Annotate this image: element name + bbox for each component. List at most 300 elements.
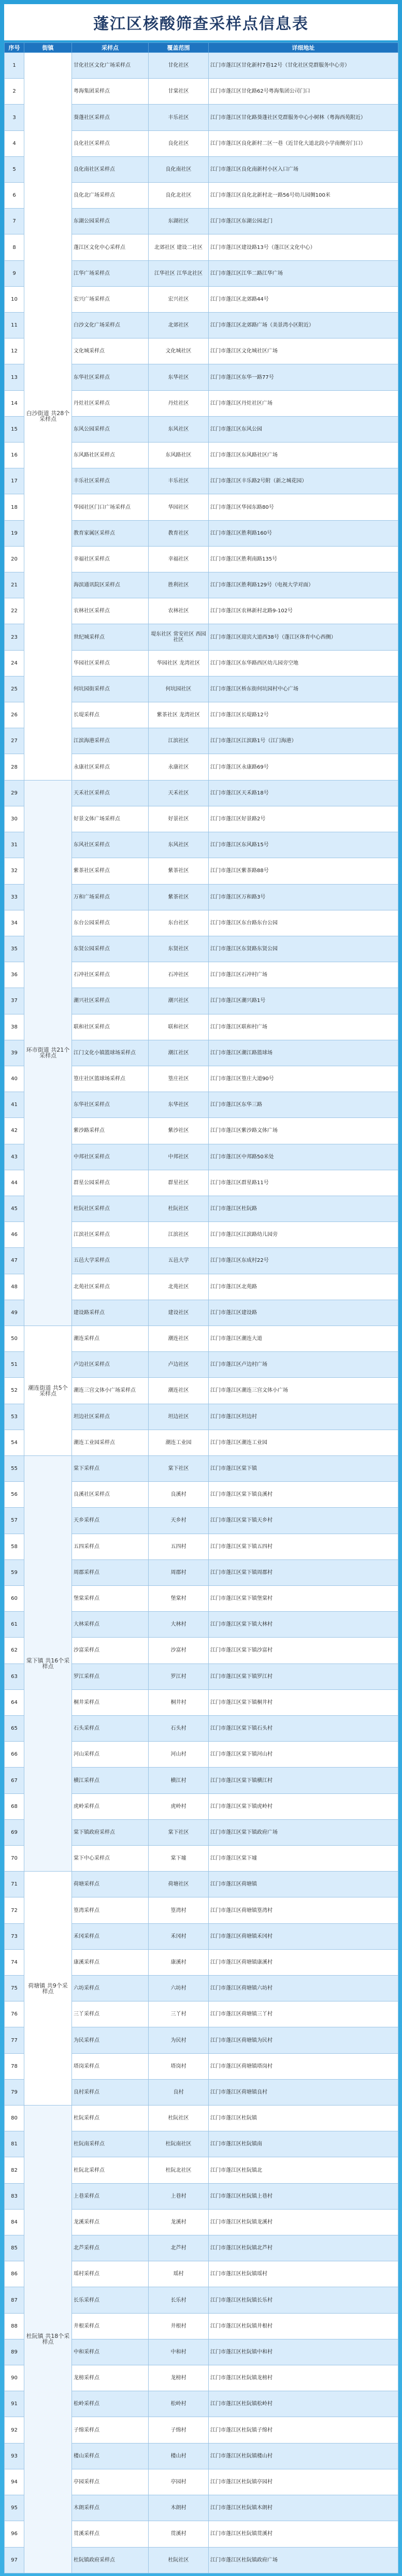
detailed-address: 江门市蓬江区胜利路129号（电视大学对面） — [209, 572, 398, 598]
site-name: 东台公园采样点 — [72, 910, 149, 936]
coverage-area: 塔岗村 — [149, 2053, 209, 2079]
row-number: 83 — [5, 2183, 24, 2209]
detailed-address: 江门市蓬江区万和路3号 — [209, 884, 398, 910]
detailed-address: 江门市蓬江区江华二路江华广场 — [209, 260, 398, 286]
row-number: 16 — [5, 443, 24, 468]
detailed-address: 江门市蓬江区棠下镇五四村 — [209, 1534, 398, 1559]
table-header-row — [5, 43, 398, 53]
detailed-address: 江门市蓬江区杜阮镇楼山村 — [209, 2443, 398, 2469]
coverage-area: 木朗村 — [149, 2495, 209, 2521]
coverage-area: 潮江社区 — [149, 1040, 209, 1066]
row-number: 51 — [5, 1352, 24, 1378]
site-name: 棠下中心采样点 — [72, 1846, 149, 1872]
detailed-address: 江门市蓬江区潮连三宫文体小广场 — [209, 1378, 398, 1404]
coverage-area: 北郊社区 — [149, 313, 209, 338]
coverage-area: 丹灶社区 — [149, 390, 209, 416]
detailed-address: 江门市蓬江区篁庄大道90号 — [209, 1066, 398, 1092]
detailed-address: 江门市蓬江区杜阮镇北芦村 — [209, 2235, 398, 2261]
detailed-address: 江门市蓬江区石冲村广场 — [209, 962, 398, 988]
coverage-area: 河山村 — [149, 1742, 209, 1768]
site-name: 良化南社区采样点 — [72, 156, 149, 182]
row-number: 82 — [5, 2157, 24, 2183]
detailed-address: 江门市蓬江区杜阮镇政府广场 — [209, 2547, 398, 2573]
site-name: 杜阮南采样点 — [72, 2131, 149, 2157]
coverage-area: 龙榜村 — [149, 2365, 209, 2391]
coverage-area: 东风路社区 — [149, 443, 209, 468]
site-name: 江门文化小镇篮球场采样点 — [72, 1040, 149, 1066]
detailed-address: 江门市蓬江区杜阮镇贯溪村 — [209, 2521, 398, 2547]
row-number: 3 — [5, 105, 24, 130]
detailed-address: 江门市蓬江区杜阮镇松岭村 — [209, 2391, 398, 2417]
site-name: 何坑园街采样点 — [72, 676, 149, 702]
row-number: 28 — [5, 754, 24, 780]
site-name: 建设路采样点 — [72, 1300, 149, 1326]
title-bar — [4, 4, 398, 40]
coverage-area: 北芦村 — [149, 2235, 209, 2261]
row-number: 42 — [5, 1118, 24, 1144]
coverage-area: 北郊社区 建设二社区 — [149, 234, 209, 260]
detailed-address: 江门市蓬江区胜利路160号 — [209, 520, 398, 546]
detailed-address: 江门市蓬江区荷塘镇为民村 — [209, 2027, 398, 2053]
row-number: 60 — [5, 1585, 24, 1611]
detailed-address: 江门市蓬江区杜阮镇子绵村 — [209, 2417, 398, 2443]
coverage-area: 宏兴社区 — [149, 286, 209, 312]
row-number: 49 — [5, 1300, 24, 1326]
detailed-address: 江门市蓬江区潮连大道 — [209, 1326, 398, 1351]
row-number: 1 — [5, 53, 24, 79]
site-name: 江华广场采样点 — [72, 260, 149, 286]
row-number: 53 — [5, 1404, 24, 1430]
detailed-address: 江门市蓬江区甘化新村7巷12号（甘化社区党群服务中心旁） — [209, 53, 398, 79]
detailed-address: 江门市蓬江区棠下镇堡棠村 — [209, 1585, 398, 1611]
coverage-area: 石冲社区 — [149, 962, 209, 988]
row-number: 78 — [5, 2053, 24, 2079]
detailed-address: 江门市蓬江区杜阮镇木朗村 — [209, 2495, 398, 2521]
detailed-address: 江门市蓬江区荷塘镇塔岗村 — [209, 2053, 398, 2079]
detailed-address: 江门市蓬江区杜阮镇北 — [209, 2157, 398, 2183]
row-number: 67 — [5, 1768, 24, 1793]
detailed-address: 江门市蓬江区江滨路幼儿园旁 — [209, 1222, 398, 1248]
row-number: 58 — [5, 1534, 24, 1559]
detailed-address: 江门市蓬江区东华路西区幼儿园旁空地 — [209, 650, 398, 676]
row-number: 32 — [5, 858, 24, 884]
row-number: 66 — [5, 1742, 24, 1768]
detailed-address: 江门市蓬江区华园东路80号 — [209, 494, 398, 520]
row-number: 71 — [5, 1872, 24, 1897]
row-number: 38 — [5, 1014, 24, 1040]
detailed-address: 江门市蓬江区杜阮镇井根村 — [209, 2313, 398, 2339]
detailed-address: 江门市蓬江区东风路社区广场 — [209, 443, 398, 468]
coverage-area: 杜阮社区 — [149, 2547, 209, 2573]
column-header: 序号 — [5, 43, 24, 53]
detailed-address: 江门市蓬江区棠下镇政府广场 — [209, 1819, 398, 1845]
site-name: 卢边社区采样点 — [72, 1352, 149, 1378]
site-name: 白沙文化广场采样点 — [72, 313, 149, 338]
coverage-area: 罗江村 — [149, 1664, 209, 1689]
site-name: 虎岭采样点 — [72, 1793, 149, 1819]
site-name: 幸福社区采样点 — [72, 546, 149, 572]
district-cell: 杜阮镇 共18个采样点 — [24, 2106, 72, 2573]
row-number: 93 — [5, 2443, 24, 2469]
coverage-area: 华园社区 — [149, 494, 209, 520]
row-number: 88 — [5, 2313, 24, 2339]
row-number: 31 — [5, 832, 24, 858]
site-name: 龙溪采样点 — [72, 2209, 149, 2235]
site-name: 石冲社区采样点 — [72, 962, 149, 988]
coverage-area: 潮连工业园 — [149, 1430, 209, 1455]
row-number: 26 — [5, 702, 24, 728]
table-row — [5, 1326, 398, 1351]
detailed-address: 江门市蓬江区棠下镇横江村 — [209, 1768, 398, 1793]
site-name: 天禾社区采样点 — [72, 780, 149, 806]
coverage-area: 子绵村 — [149, 2417, 209, 2443]
row-number: 97 — [5, 2547, 24, 2573]
coverage-area: 杜阮北社区 — [149, 2157, 209, 2183]
site-name: 潮连工业园采样点 — [72, 1430, 149, 1455]
site-name: 群星公园采样点 — [72, 1170, 149, 1196]
detailed-address: 江门市蓬江区棠下镇石头村 — [209, 1716, 398, 1742]
coverage-area: 丰乐社区 — [149, 105, 209, 130]
row-number: 22 — [5, 598, 24, 624]
row-number: 2 — [5, 79, 24, 105]
row-number: 75 — [5, 1976, 24, 2001]
row-number: 81 — [5, 2131, 24, 2157]
site-name: 六坊采样点 — [72, 1976, 149, 2001]
row-number: 84 — [5, 2209, 24, 2235]
site-name: 良村采样点 — [72, 2079, 149, 2105]
detailed-address: 江门市蓬江区北苑路 — [209, 1274, 398, 1300]
site-name: 良化北广场采样点 — [72, 183, 149, 209]
site-name: 农林社区采样点 — [72, 598, 149, 624]
row-number: 27 — [5, 728, 24, 754]
row-number: 86 — [5, 2261, 24, 2287]
row-number: 87 — [5, 2287, 24, 2313]
site-name: 丰乐社区采样点 — [72, 468, 149, 494]
district-cell: 荷塘镇 共9个采样点 — [24, 1872, 72, 2106]
column-header: 覆盖范围 — [149, 43, 209, 53]
site-name: 好景文体广场采样点 — [72, 806, 149, 832]
coverage-area: 长乐村 — [149, 2287, 209, 2313]
site-name: 良溪社区采样点 — [72, 1482, 149, 1508]
detailed-address: 江门市蓬江区杜阮镇龙溪村 — [209, 2209, 398, 2235]
row-number: 90 — [5, 2365, 24, 2391]
site-name: 荷塘采样点 — [72, 1872, 149, 1897]
table-row — [5, 1455, 398, 1481]
row-number: 62 — [5, 1638, 24, 1664]
row-number: 6 — [5, 183, 24, 209]
site-name: 紫茶社区采样点 — [72, 858, 149, 884]
detailed-address: 江门市蓬江区江滨路1号（江门海港） — [209, 728, 398, 754]
site-name: 甘化社区文化广场采样点 — [72, 53, 149, 79]
site-name: 棠下采样点 — [72, 1455, 149, 1481]
detailed-address: 江门市蓬江区荷塘镇篁湾村 — [209, 1897, 398, 1923]
row-number: 48 — [5, 1274, 24, 1300]
coverage-area: 杜阮社区 — [149, 2106, 209, 2131]
site-name: 江滨海港采样点 — [72, 728, 149, 754]
detailed-address: 江门市蓬江区荷塘镇三丫村 — [209, 2001, 398, 2027]
detailed-address: 江门市蓬江区丰乐路2号附（新之城花园） — [209, 468, 398, 494]
row-number: 8 — [5, 234, 24, 260]
row-number: 61 — [5, 1612, 24, 1638]
row-number: 47 — [5, 1248, 24, 1274]
coverage-area: 东华社区 — [149, 364, 209, 390]
site-name: 亭园采样点 — [72, 2469, 149, 2495]
site-name: 松岭采样点 — [72, 2391, 149, 2417]
coverage-area: 东华社区 — [149, 1092, 209, 1118]
table-row — [5, 53, 398, 79]
site-name: 华园社区采样点 — [72, 650, 149, 676]
site-name: 大林采样点 — [72, 1612, 149, 1638]
row-number: 56 — [5, 1482, 24, 1508]
site-name: 紫沙路采样点 — [72, 1118, 149, 1144]
row-number: 64 — [5, 1689, 24, 1715]
row-number: 76 — [5, 2001, 24, 2027]
row-number: 35 — [5, 936, 24, 962]
coverage-area: 篁湾村 — [149, 1897, 209, 1923]
detailed-address: 江门市蓬江区杜阮镇中和村 — [209, 2339, 398, 2365]
coverage-area: 丰乐社区 — [149, 468, 209, 494]
coverage-area: 东湖社区 — [149, 209, 209, 234]
detailed-address: 江门市蓬江区潮江路篮球场 — [209, 1040, 398, 1066]
coverage-area: 潮连社区 — [149, 1326, 209, 1351]
coverage-area: 教育社区 — [149, 520, 209, 546]
coverage-area: 联和社区 — [149, 1014, 209, 1040]
site-name: 永康社区采样点 — [72, 754, 149, 780]
detailed-address: 江门市蓬江区东华一路77号 — [209, 364, 398, 390]
row-number: 33 — [5, 884, 24, 910]
detailed-address: 江门市蓬江区东湖公园北门 — [209, 209, 398, 234]
coverage-area: 亭园村 — [149, 2469, 209, 2495]
coverage-area: 甘棠社区 — [149, 79, 209, 105]
detailed-address: 江门市蓬江区东贤路东贤公园 — [209, 936, 398, 962]
detailed-address: 江门市蓬江区北郊路广场（美景湾小区附近） — [209, 313, 398, 338]
row-number: 5 — [5, 156, 24, 182]
site-name: 井根采样点 — [72, 2313, 149, 2339]
detailed-address: 江门市蓬江区荷塘镇六坊村 — [209, 1976, 398, 2001]
coverage-area: 东风社区 — [149, 832, 209, 858]
site-name: 潮连三宫文体小广场采样点 — [72, 1378, 149, 1404]
row-number: 36 — [5, 962, 24, 988]
detailed-address: 江门市蓬江区天禾路18号 — [209, 780, 398, 806]
table-container — [4, 42, 398, 2572]
coverage-area: 杜阮社区 — [149, 1196, 209, 1221]
detailed-address: 江门市蓬江区卢边村广场 — [209, 1352, 398, 1378]
row-number: 44 — [5, 1170, 24, 1196]
site-name: 文化城采样点 — [72, 338, 149, 364]
district-cell: 白沙街道 共28个采样点 — [24, 53, 72, 781]
detailed-address: 江门市蓬江区杜阮镇 — [209, 2106, 398, 2131]
row-number: 89 — [5, 2339, 24, 2365]
row-number: 13 — [5, 364, 24, 390]
coverage-area: 松岭村 — [149, 2391, 209, 2417]
coverage-area: 紫茶社区 — [149, 858, 209, 884]
site-name: 桐井采样点 — [72, 1689, 149, 1715]
coverage-area: 潮连社区 — [149, 1378, 209, 1404]
row-number: 11 — [5, 313, 24, 338]
site-name: 沙富采样点 — [72, 1638, 149, 1664]
coverage-area: 华园社区 龙湾社区 — [149, 650, 209, 676]
site-name: 万和广场采样点 — [72, 884, 149, 910]
detailed-address: 江门市蓬江区棠下墟 — [209, 1846, 398, 1872]
site-name: 江滨社区采样点 — [72, 1222, 149, 1248]
site-name: 周郡采样点 — [72, 1559, 149, 1585]
site-name: 东风路社区采样点 — [72, 443, 149, 468]
site-name: 五邑大学采样点 — [72, 1248, 149, 1274]
detailed-address: 江门市蓬江区荷塘镇禾冈村 — [209, 1923, 398, 1949]
row-number: 70 — [5, 1846, 24, 1872]
coverage-area: 五四村 — [149, 1534, 209, 1559]
detailed-address: 江门市蓬江区长堤路12号 — [209, 702, 398, 728]
row-number: 63 — [5, 1664, 24, 1689]
detailed-address: 江门市蓬江区东风路15号 — [209, 832, 398, 858]
coverage-area: 良化南社区 — [149, 156, 209, 182]
coverage-area: 上巷村 — [149, 2183, 209, 2209]
detailed-address: 江门市蓬江区东成村22号 — [209, 1248, 398, 1274]
row-number: 85 — [5, 2235, 24, 2261]
detailed-address: 江门市蓬江区杜阮镇亭园村 — [209, 2469, 398, 2495]
detailed-address: 江门市蓬江区棠下镇沙富村 — [209, 1638, 398, 1664]
coverage-area: 桐井村 — [149, 1689, 209, 1715]
row-number: 7 — [5, 209, 24, 234]
coverage-area: 良化社区 — [149, 130, 209, 156]
site-name: 中和采样点 — [72, 2339, 149, 2365]
detailed-address: 江门市蓬江区良化新村二区一巷（近甘化大道北段小学南侧旁门口） — [209, 130, 398, 156]
site-name: 为民采样点 — [72, 2027, 149, 2053]
site-name: 木朗采样点 — [72, 2495, 149, 2521]
row-number: 46 — [5, 1222, 24, 1248]
detailed-address: 江门市蓬江区潮兴路1号 — [209, 988, 398, 1014]
coverage-area: 紫茶社区 — [149, 884, 209, 910]
row-number: 9 — [5, 260, 24, 286]
coverage-area: 北苑社区 — [149, 1274, 209, 1300]
row-number: 79 — [5, 2079, 24, 2105]
district-cell: 潮连街道 共5个采样点 — [24, 1326, 72, 1455]
site-name: 华园社区门口广场采样点 — [72, 494, 149, 520]
row-number: 17 — [5, 468, 24, 494]
row-number: 10 — [5, 286, 24, 312]
row-number: 18 — [5, 494, 24, 520]
row-number: 41 — [5, 1092, 24, 1118]
coverage-area: 棠下墟 — [149, 1846, 209, 1872]
row-number: 37 — [5, 988, 24, 1014]
coverage-area: 堡棠村 — [149, 1585, 209, 1611]
coverage-area: 坦边社区 — [149, 1404, 209, 1430]
coverage-area: 良村 — [149, 2079, 209, 2105]
row-number: 4 — [5, 130, 24, 156]
site-name: 长乐采样点 — [72, 2287, 149, 2313]
site-name: 东湖公园采样点 — [72, 209, 149, 234]
site-name: 教育家属区采样点 — [72, 520, 149, 546]
detailed-address: 江门市蓬江区丹灶社区广场 — [209, 390, 398, 416]
row-number: 43 — [5, 1144, 24, 1170]
row-number: 91 — [5, 2391, 24, 2417]
coverage-area: 紫沙社区 — [149, 1118, 209, 1144]
site-name: 横江采样点 — [72, 1768, 149, 1793]
row-number: 34 — [5, 910, 24, 936]
site-name: 海滨通讯院区采样点 — [72, 572, 149, 598]
row-number: 40 — [5, 1066, 24, 1092]
detailed-address: 江门市蓬江区良化北新村北一路56号幼儿园侧100米 — [209, 183, 398, 209]
site-name: 世纪城采样点 — [72, 624, 149, 650]
site-name: 杜阮镇政府采样点 — [72, 2547, 149, 2573]
coverage-area: 潮兴社区 — [149, 988, 209, 1014]
site-name: 堡棠采样点 — [72, 1585, 149, 1611]
detailed-address: 江门市蓬江区潮连工业园 — [209, 1430, 398, 1455]
coverage-area: 良化北社区 — [149, 183, 209, 209]
site-name: 良化社区采样点 — [72, 130, 149, 156]
site-name: 康溪采样点 — [72, 1949, 149, 1975]
district-cell: 环市街道 共21个采样点 — [24, 780, 72, 1326]
site-name: 瑶村采样点 — [72, 2261, 149, 2287]
site-name: 子绵采样点 — [72, 2417, 149, 2443]
site-name: 禾冈采样点 — [72, 1923, 149, 1949]
detailed-address: 江门市蓬江区杜阮镇上巷村 — [209, 2183, 398, 2209]
coverage-area: 良溪村 — [149, 1482, 209, 1508]
site-name: 东华社区采样点 — [72, 364, 149, 390]
site-name: 天乡采样点 — [72, 1508, 149, 1534]
row-number: 25 — [5, 676, 24, 702]
coverage-area: 贯溪村 — [149, 2521, 209, 2547]
site-name: 北芦采样点 — [72, 2235, 149, 2261]
coverage-area: 好景社区 — [149, 806, 209, 832]
detailed-address: 江门市蓬江区群星路11号 — [209, 1170, 398, 1196]
row-number: 15 — [5, 416, 24, 442]
row-number: 59 — [5, 1559, 24, 1585]
detailed-address: 江门市蓬江区联和村广场 — [209, 1014, 398, 1040]
coverage-area: 瑶村 — [149, 2261, 209, 2287]
site-name: 楼山采样点 — [72, 2443, 149, 2469]
coverage-area: 胜利社区 — [149, 572, 209, 598]
row-number: 29 — [5, 780, 24, 806]
detailed-address: 江门市蓬江区棠下镇虎岭村 — [209, 1793, 398, 1819]
row-number: 50 — [5, 1326, 24, 1351]
coverage-area: 沙富村 — [149, 1638, 209, 1664]
row-number: 95 — [5, 2495, 24, 2521]
detailed-address: 江门市蓬江区桥东街何坑园村中心广场 — [209, 676, 398, 702]
row-number: 72 — [5, 1897, 24, 1923]
site-name: 东贤公园采样点 — [72, 936, 149, 962]
row-number: 24 — [5, 650, 24, 676]
coverage-area: 甘化社区 — [149, 53, 209, 79]
coverage-area: 横江村 — [149, 1768, 209, 1793]
coverage-area: 东风社区 — [149, 416, 209, 442]
detailed-address: 江门市蓬江区永康路69号 — [209, 754, 398, 780]
coverage-area: 杜阮南社区 — [149, 2131, 209, 2157]
row-number: 52 — [5, 1378, 24, 1404]
site-name: 上巷采样点 — [72, 2183, 149, 2209]
coverage-area: 禾冈村 — [149, 1923, 209, 1949]
coverage-area: 棠下社区 — [149, 1819, 209, 1845]
coverage-area: 中邦社区 — [149, 1144, 209, 1170]
row-number: 73 — [5, 1923, 24, 1949]
coverage-area: 篁庄社区 — [149, 1066, 209, 1092]
coverage-area: 文化城社区 — [149, 338, 209, 364]
district-cell: 棠下镇 共16个采样点 — [24, 1455, 72, 1871]
detailed-address: 江门市蓬江区棠下镇周郡村 — [209, 1559, 398, 1585]
site-name: 石头采样点 — [72, 1716, 149, 1742]
site-name: 篁庄社区篮球场采样点 — [72, 1066, 149, 1092]
row-number: 57 — [5, 1508, 24, 1534]
site-name: 坦边社区采样点 — [72, 1404, 149, 1430]
coverage-area: 荷塘社区 — [149, 1872, 209, 1897]
row-number: 96 — [5, 2521, 24, 2547]
site-name: 贯溪采样点 — [72, 2521, 149, 2547]
row-number: 94 — [5, 2469, 24, 2495]
detailed-address: 江门市蓬江区棠下镇 — [209, 1455, 398, 1481]
site-name: 罗江采样点 — [72, 1664, 149, 1689]
detailed-address: 江门市蓬江区东风公园 — [209, 416, 398, 442]
detailed-address: 江门市蓬江区坦边村 — [209, 1404, 398, 1430]
